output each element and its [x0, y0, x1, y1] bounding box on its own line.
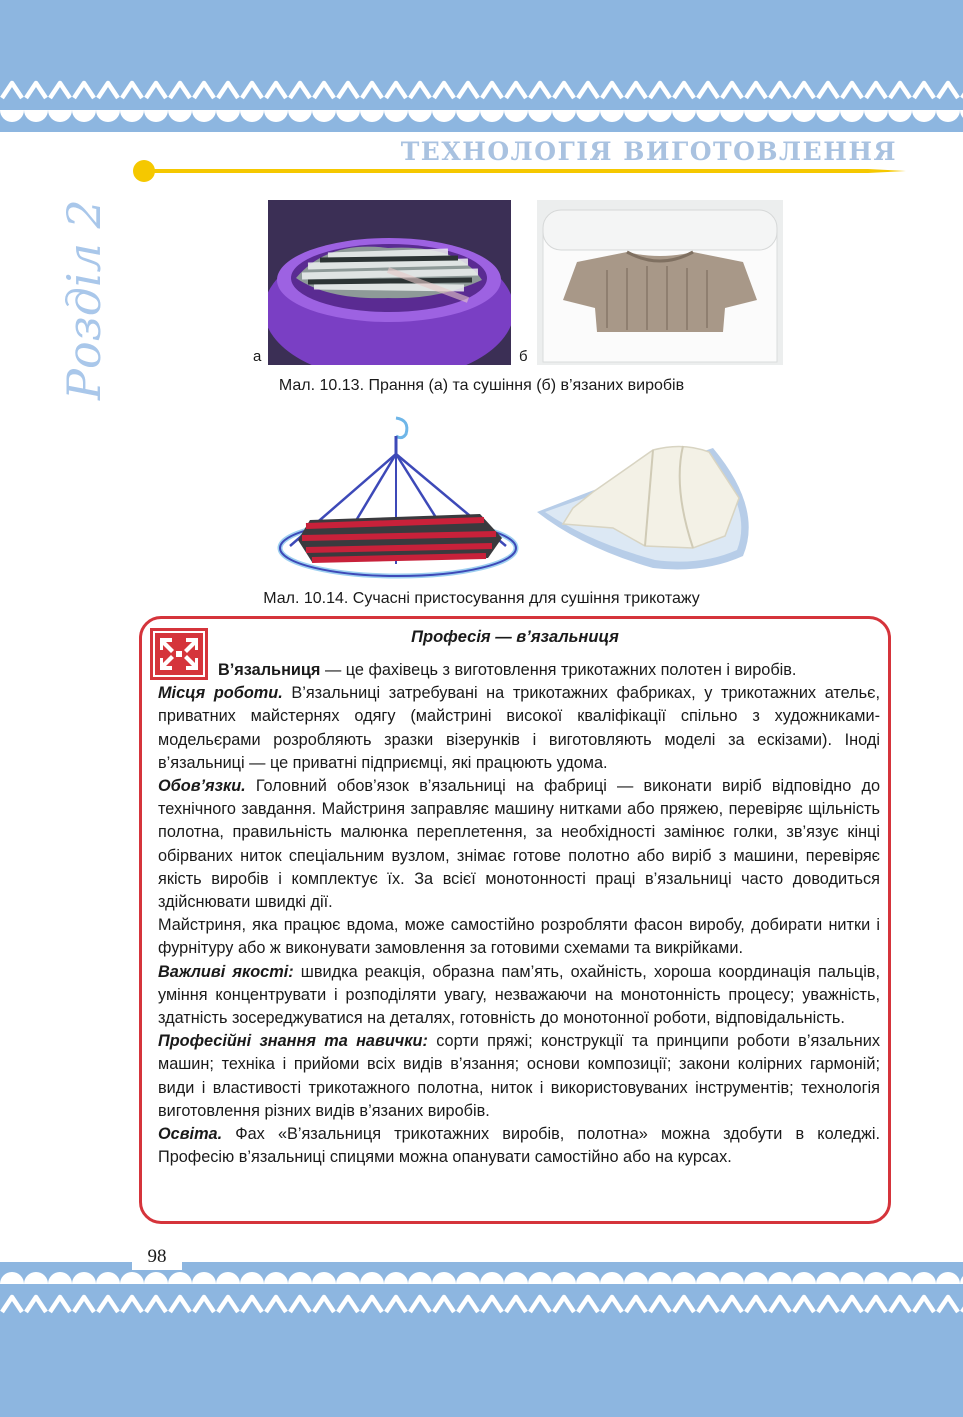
figure-caption-10-14: Мал. 10.14. Сучасні пристосування для сушіння трикотажу	[263, 590, 700, 607]
duties-lead: Обов’язки.	[158, 777, 246, 796]
home-work-paragraph	[158, 914, 880, 960]
workplace-lead: Місця роботи.	[158, 684, 283, 703]
bottom-chevron-ornament	[0, 1292, 963, 1314]
education-text: Фах «В’язальниця трикотажних виробів, полотна» можна здобути в коледжі. Професію в’язальниці спицями можна опанувати самостійно або на курсах.	[158, 1125, 880, 1167]
page-number: 98	[132, 1244, 182, 1270]
duties-paragraph	[158, 775, 880, 914]
photo-drying-net-with-cardigan	[533, 428, 759, 578]
profession-description	[158, 659, 880, 1169]
duties-text: Головний обов’язок в’язальниці на фабриці — виконати виріб відповідно до технічного завдання. Майстриня заправляє машину нитками або пряжею, перевіряє щільність полотна, правильність малюнка переплетення, за необхідності замінює голки, зв’язує кінці обірваних ниток спеціальним вузлом, знімає готове полотно або виріб з машини, перевіряє якість виробів і комплектує їх. За всієї монотонності праці в’язальниці часто доводиться здійснювати швидкі дії.	[158, 777, 880, 912]
education-paragraph	[158, 1123, 880, 1169]
photo-hanging-drying-rack	[270, 414, 528, 582]
photo-washing-knitwear	[268, 200, 511, 365]
figure-label-b: б	[519, 348, 528, 365]
qualities-paragraph	[158, 961, 880, 1031]
education-lead: Освіта.	[158, 1125, 223, 1144]
profession-title: Професія — в’язальниця	[411, 628, 619, 646]
workplace-text: В’язальниці затребувані на трикотажних фабриках, у трикотажних ательє, приватних майстернях одягу (майстрині високої кваліфікації спільно з художниками-модельєрами розробляють зразки візерунків і виготовляють моделі за ескізами). Іноді в’язальниці — це приватні підприємці, які працюють удома.	[158, 684, 880, 772]
section-title: ТЕХНОЛОГІЯ ВИГОТОВЛЕННЯ	[400, 137, 897, 166]
intro-term: В’язальниця	[218, 661, 321, 679]
qualities-text: швидка реакція, образна пам’ять, охайність, хороша координація пальців, уміння концентрувати і розподіляти увагу, незважаючи на монотонність процесу; уважність, здатність зосереджуватися на деталях, готовність до монотонної роботи, відповідальність.	[158, 962, 880, 1028]
skills-text: сорти пряжі; конструкції та принципи роботи в’язальних машин; техніка і прийоми всіх видів в’язання; основи композиції; закони колірних гармоній; види і властивості трикотажного полотна, ниток і використовуваних інструментів; технологія виготовлення різних видів в’язаних виробів.	[158, 1032, 880, 1120]
figure-caption-10-13: Мал. 10.13. Прання (а) та сушіння (б) в’язаних виробів	[278, 377, 685, 394]
side-chapter-label: Розділ 2	[57, 199, 111, 400]
intro-paragraph	[158, 659, 880, 682]
skills-paragraph	[158, 1030, 880, 1123]
workplace-paragraph	[158, 682, 880, 775]
top-chevron-ornament	[0, 78, 963, 100]
qualities-lead: Важливі якості:	[158, 962, 294, 981]
skills-lead: Професійні знання та навички:	[158, 1032, 428, 1051]
knitting-needle-decoration	[128, 158, 908, 184]
intro-text: — це фахівець з виготовлення трикотажних полотен і виробів.	[320, 661, 797, 679]
photo-drying-sweater-on-towel	[537, 200, 783, 365]
home-work-text: Майстриня, яка працює вдома, може самостійно розробляти фасон виробу, добирати нитки і фурнітуру або ж виконувати замовлення за готовими схемами та викрійками.	[158, 916, 880, 958]
figure-label-a: а	[253, 348, 262, 365]
top-scallop-border	[0, 104, 963, 132]
